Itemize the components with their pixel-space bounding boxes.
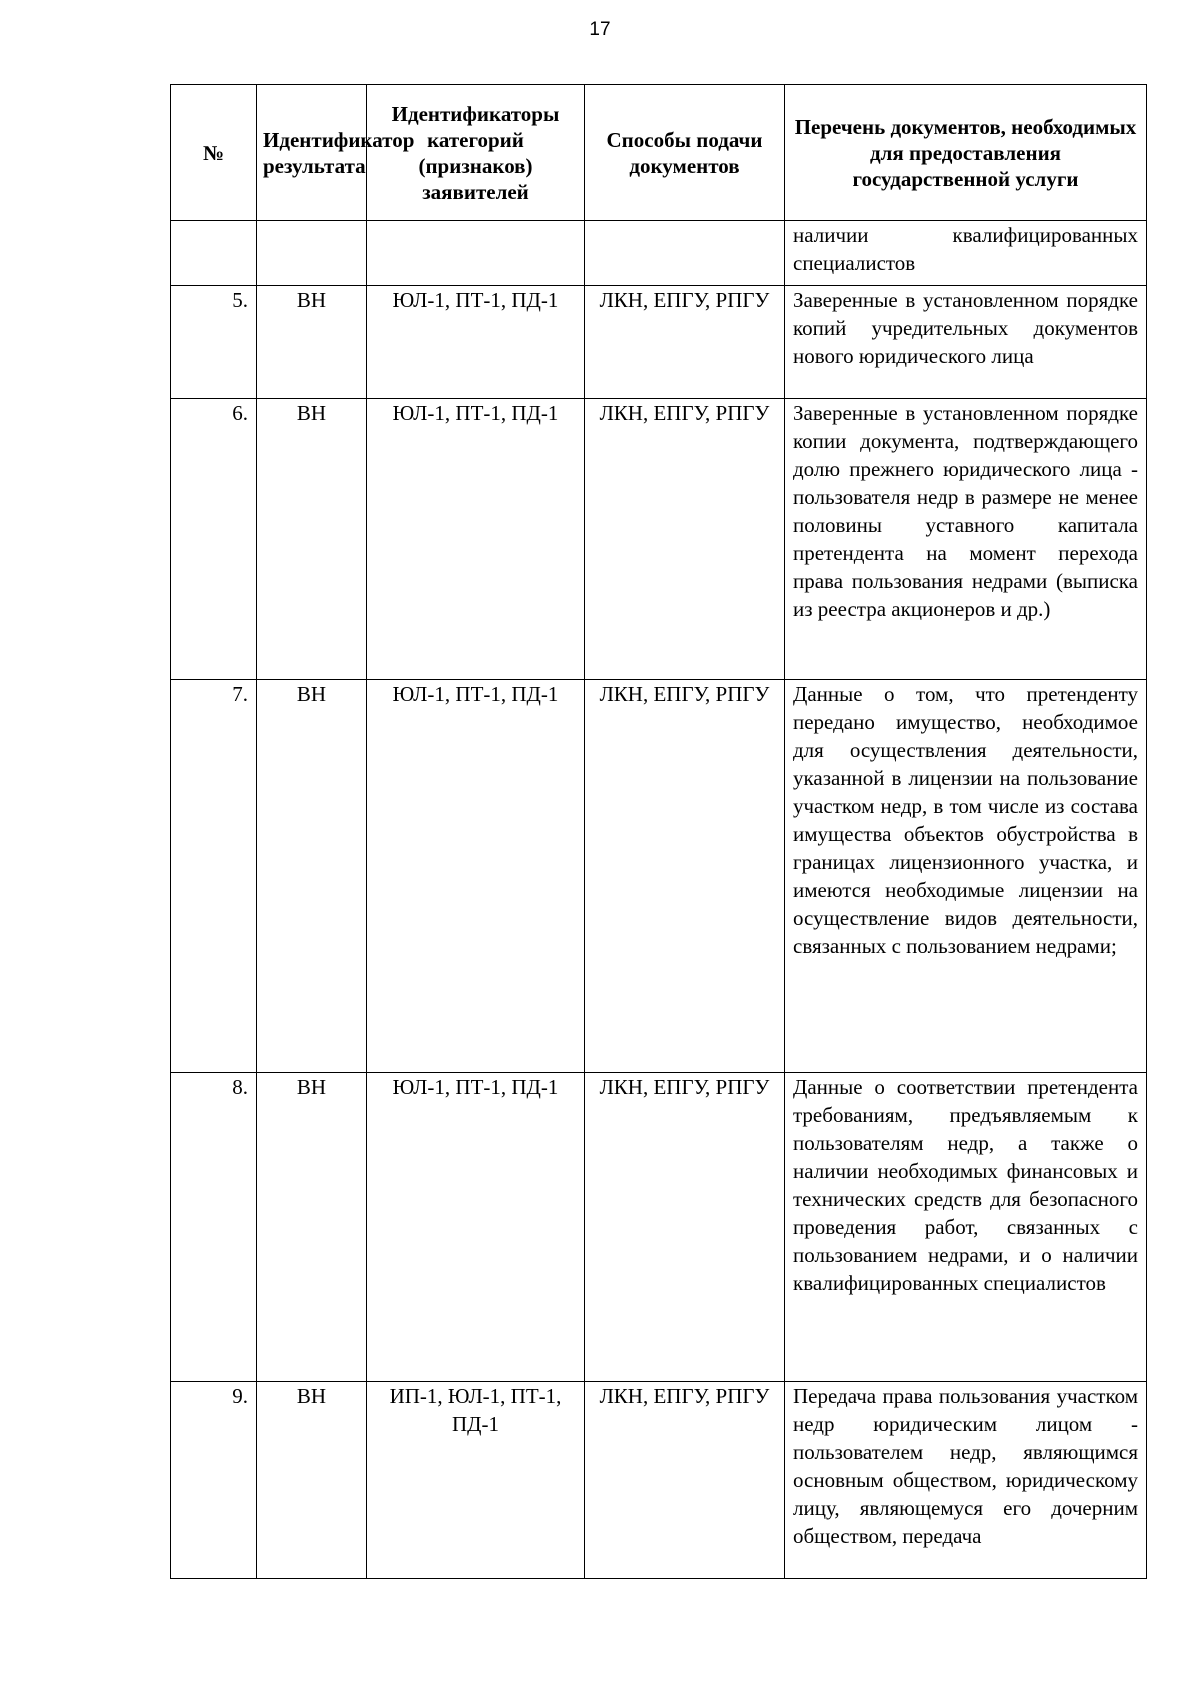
row-result-id — [257, 221, 367, 286]
header-num: № — [171, 85, 257, 221]
table-row — [171, 680, 1147, 1073]
row-categories: ЮЛ-1, ПТ-1, ПД-1 — [367, 1073, 585, 1382]
row-result-id: ВН — [257, 1073, 367, 1382]
row-categories: ИП-1, ЮЛ-1, ПТ-1, ПД-1 — [367, 1382, 585, 1579]
header-submission-methods: Способы подачи документов — [585, 85, 785, 221]
header-applicant-categories: Идентификаторы категорий (признаков) заявителей — [367, 85, 585, 221]
row-categories: ЮЛ-1, ПТ-1, ПД-1 — [367, 399, 585, 680]
row-methods: ЛКН, ЕПГУ, РПГУ — [585, 680, 785, 1073]
header-result-id: Идентификатор результата — [257, 85, 367, 221]
row-methods — [585, 221, 785, 286]
row-methods: ЛКН, ЕПГУ, РПГУ — [585, 399, 785, 680]
row-number — [171, 221, 257, 286]
row-result-id: ВН — [257, 680, 367, 1073]
row-documents: Данные о соответствии претендента требованиям, предъявляемым к пользователям недр, а также о наличии необходимых финансовых и технических средств для безопасного проведения работ, связанных с пользованием недрами, и о наличии квалифицированных специалистов — [785, 1073, 1147, 1382]
table-row — [171, 1073, 1147, 1382]
row-methods: ЛКН, ЕПГУ, РПГУ — [585, 1382, 785, 1579]
row-number: 5. — [171, 286, 257, 399]
row-number: 8. — [171, 1073, 257, 1382]
row-result-id: ВН — [257, 399, 367, 680]
row-number: 6. — [171, 399, 257, 680]
page-number: 17 — [589, 19, 611, 40]
header-row — [171, 85, 1147, 221]
table-row — [171, 286, 1147, 399]
row-documents: Заверенные в установленном порядке копии документа, подтверждающего долю прежнего юридического лица - пользователя недр в размере не менее половины уставного капитала претендента на момент перехода права пользования недрами (выписка из реестра акционеров и др.) — [785, 399, 1147, 680]
row-documents: Передача права пользования участком недр юридическим лицом - пользователем недр, являющимся основным обществом, юридическому лицу, являющемуся его дочерним обществом, передача — [785, 1382, 1147, 1579]
row-categories: ЮЛ-1, ПТ-1, ПД-1 — [367, 680, 585, 1073]
services-documents-table — [170, 84, 1147, 1579]
row-categories — [367, 221, 585, 286]
header-documents-list: Перечень документов, необходимых для предоставления государственной услуги — [785, 85, 1147, 221]
table-row — [171, 399, 1147, 680]
row-documents: Данные о том, что претенденту передано имущество, необходимое для осуществления деятельности, указанной в лицензии на пользование участком недр, в том числе из состава имущества объектов обустройства в границах лицензионного участка, и имеются необходимые лицензии на осуществление видов деятельности, связанных с пользованием недрами; — [785, 680, 1147, 1073]
row-documents: наличии квалифицированных специалистов — [785, 221, 1147, 286]
table-row — [171, 221, 1147, 286]
row-result-id: ВН — [257, 286, 367, 399]
row-number: 7. — [171, 680, 257, 1073]
row-documents: Заверенные в установленном порядке копий учредительных документов нового юридического лица — [785, 286, 1147, 399]
row-categories: ЮЛ-1, ПТ-1, ПД-1 — [367, 286, 585, 399]
row-result-id: ВН — [257, 1382, 367, 1579]
row-number: 9. — [171, 1382, 257, 1579]
table-body — [171, 221, 1147, 1579]
row-methods: ЛКН, ЕПГУ, РПГУ — [585, 1073, 785, 1382]
table-header — [171, 85, 1147, 221]
row-methods: ЛКН, ЕПГУ, РПГУ — [585, 286, 785, 399]
table-row — [171, 1382, 1147, 1579]
